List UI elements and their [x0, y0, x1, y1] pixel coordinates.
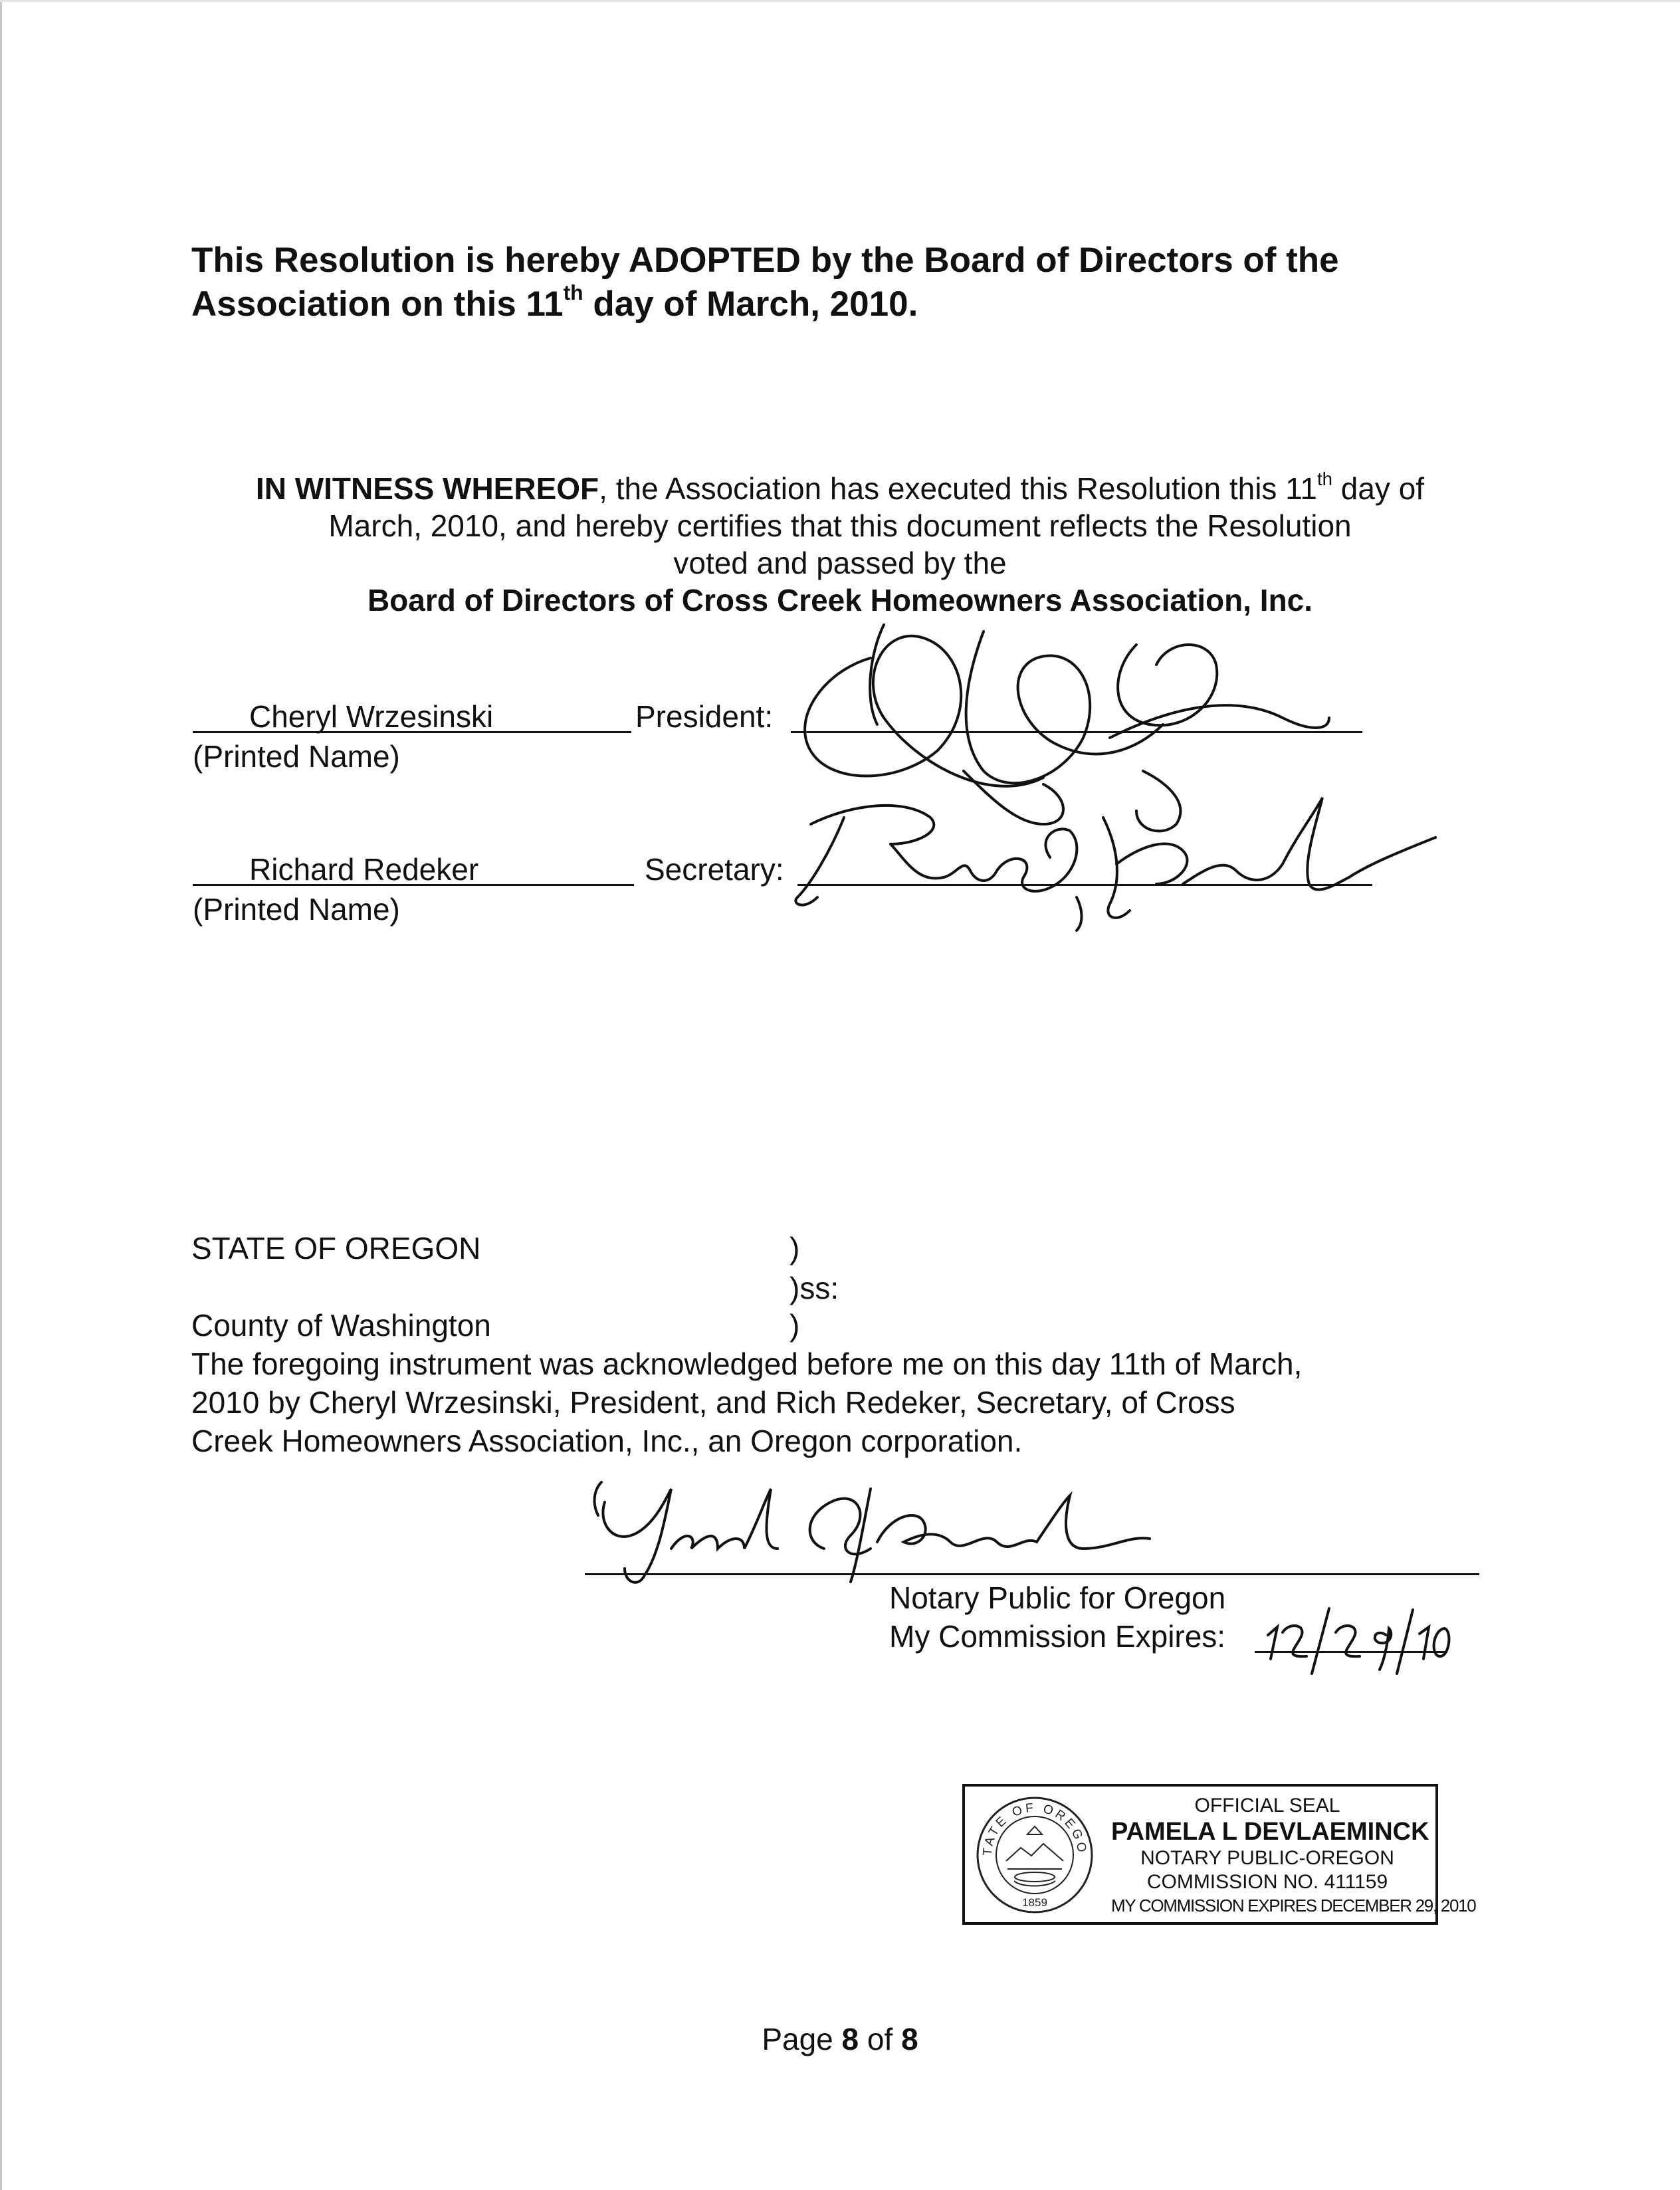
- witness-line-4: Board of Directors of Cross Creek Homeowners Association, Inc.: [367, 583, 1313, 617]
- president-title: President:: [635, 699, 774, 734]
- ordinal-suffix: th: [563, 280, 583, 305]
- printed-name-label-2: (Printed Name): [193, 892, 400, 927]
- acknowledgment-line-1: The foregoing instrument was acknowledged before me on this day 11th of March,: [191, 1347, 1303, 1381]
- witness-line-3: voted and passed by the: [673, 546, 1007, 580]
- acknowledgment-line-2: 2010 by Cheryl Wrzesinski, President, and Rich Redeker, Secretary, of Cross: [191, 1385, 1235, 1420]
- notary-public-label: Notary Public for Oregon: [889, 1581, 1226, 1615]
- seal-commission-expiry: MY COMMISSION EXPIRES DECEMBER 29, 2010: [1111, 1896, 1476, 1916]
- resolution-line-1: This Resolution is hereby ADOPTED by the Board of Directors of the: [191, 241, 1339, 280]
- scan-edge: [0, 0, 2, 2190]
- resolution-line-2: Association on this 11th day of March, 2010.: [191, 280, 918, 324]
- seal-notary-public: NOTARY PUBLIC-OREGON: [1140, 1847, 1394, 1869]
- acknowledgment-line-3: Creek Homeowners Association, Inc., an Oregon corporation.: [191, 1424, 1023, 1458]
- scan-top-edge: [0, 0, 1680, 2]
- notary-signature-line: [585, 1573, 1479, 1575]
- witness-line-2: March, 2010, and hereby certifies that this document reflects the Resolution: [328, 508, 1352, 543]
- witness-line-1: IN WITNESS WHEREOF, the Association has executed this Resolution this 11th day of: [255, 469, 1425, 506]
- seal-commission-number: COMMISSION NO. 411159: [1146, 1871, 1388, 1893]
- venue-paren-1: ): [789, 1231, 800, 1265]
- page-number: Page 8 of 8: [762, 2022, 918, 2056]
- state-label: STATE OF OREGON: [191, 1231, 481, 1265]
- svg-text:STATE OF OREGON: [968, 1784, 1089, 1856]
- venue-paren-2: ): [789, 1308, 800, 1343]
- printed-name-label-1: (Printed Name): [193, 739, 400, 774]
- witness-lead: IN WITNESS WHEREOF: [255, 471, 599, 506]
- commission-expires-label: My Commission Expires:: [889, 1619, 1226, 1654]
- secretary-signature: [771, 784, 1449, 937]
- seal-emblem-arc-text: STATE OF OREGON: [968, 1784, 1089, 1856]
- seal-notary-name: PAMELA L DEVLAEMINCK: [1111, 1818, 1429, 1846]
- handwritten-expiry-date: [1256, 1595, 1455, 1675]
- county-label: County of Washington: [191, 1308, 491, 1343]
- secretary-title: Secretary:: [645, 852, 784, 887]
- secretary-printed-name: Richard Redeker: [249, 852, 479, 887]
- seal-title: OFFICIAL SEAL: [1194, 1795, 1340, 1816]
- president-printed-name: Cheryl Wrzesinski: [249, 699, 494, 734]
- official-seal: [962, 1784, 1476, 1925]
- venue-ss: )ss:: [789, 1271, 839, 1305]
- seal-emblem-year: 1859: [1022, 1896, 1047, 1909]
- oregon-state-seal-emblem: [968, 1784, 1095, 1916]
